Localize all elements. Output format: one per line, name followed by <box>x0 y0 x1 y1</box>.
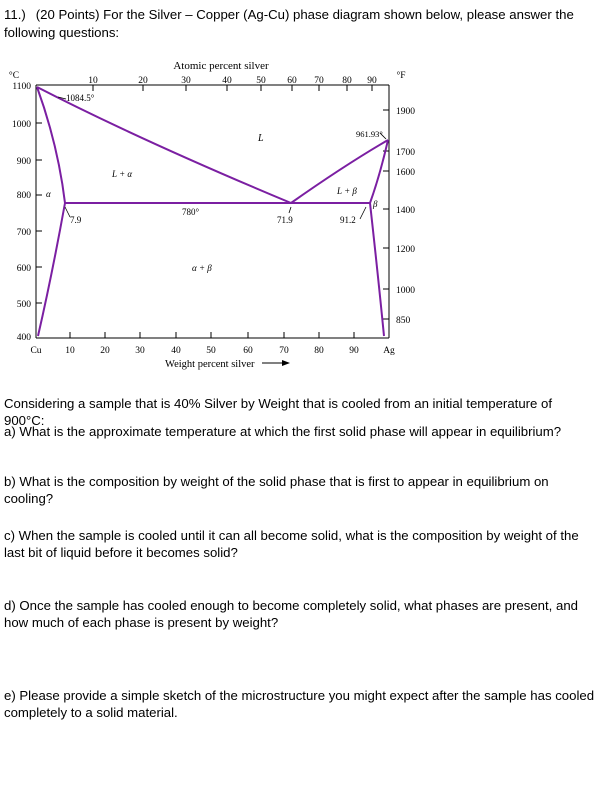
cu-melting-point-label: 1084.5° <box>66 93 95 103</box>
beta-region-label: β <box>373 199 378 209</box>
bottom-left-label: Cu <box>30 346 42 356</box>
question-a: a) What is the approximate temperature at which the first solid phase will appear in equilibrium? <box>4 424 562 439</box>
left-tick-label: 700 <box>16 228 31 238</box>
top-tick-label: 40 <box>222 76 232 86</box>
top-tick-label: 80 <box>342 76 352 86</box>
eutectic-composition-label: 71.9 <box>277 215 293 225</box>
question-header <box>4 6 594 42</box>
top-tick-label: 20 <box>138 76 148 86</box>
question-b: b) What is the composition by weight of the solid phase that is first to appear in equilibrium on cooling? <box>4 474 549 506</box>
left-tick-label: 400 <box>16 333 31 343</box>
top-tick-label: 50 <box>256 76 266 86</box>
top-axis-title: Atomic percent silver <box>173 60 269 72</box>
l-beta-region-label: L + β <box>337 186 357 196</box>
bottom-tick-label: 80 <box>314 346 324 356</box>
top-tick-label: 30 <box>181 76 191 86</box>
alpha-limit-label: 7.9 <box>70 215 82 225</box>
bottom-tick-label: 30 <box>135 346 145 356</box>
alpha-region-label: α <box>46 189 51 199</box>
left-tick-label: 900 <box>16 157 31 167</box>
right-unit: °F <box>396 71 406 81</box>
eutectic-temperature-label: 780° <box>182 207 200 217</box>
top-tick-label: 90 <box>367 76 377 86</box>
left-tick-label: 600 <box>16 264 31 274</box>
bottom-tick-label: 50 <box>206 346 216 356</box>
bottom-axis-title: Weight percent silver <box>165 359 255 370</box>
bottom-tick-label: 60 <box>243 346 253 356</box>
liquid-region-label: L <box>258 133 264 144</box>
arrow-right-icon <box>262 360 290 366</box>
question-e: e) Please provide a simple sketch of the microstructure you might expect after the sample has cooled completely to a solid material. <box>4 688 595 720</box>
phase-diagram <box>0 55 601 370</box>
bottom-tick-label: 40 <box>171 346 181 356</box>
bottom-tick-label: 70 <box>279 346 289 356</box>
ag-melting-point-label: 961.93° <box>356 129 383 139</box>
bottom-tick-label: 10 <box>65 346 75 356</box>
bottom-tick-label: 90 <box>349 346 359 356</box>
question-c: c) When the sample is cooled until it can all become solid, what is the composition by weight of the last bit of liquid before it becomes solid? <box>4 528 579 560</box>
right-tick-label: 850 <box>396 316 411 326</box>
solvus-beta <box>370 203 384 336</box>
left-tick-label: 800 <box>16 191 31 201</box>
right-tick-label: 1600 <box>396 168 415 178</box>
beta-limit-label: 91.2 <box>340 215 356 225</box>
left-tick-label: 500 <box>16 300 31 310</box>
liquidus-cu-side <box>37 87 291 203</box>
bottom-tick-label: 20 <box>100 346 110 356</box>
question-header-text: (20 Points) For the Silver – Copper (Ag-Cu) phase diagram shown below, please answer the following questions: <box>4 7 574 40</box>
bottom-right-label: Ag <box>383 346 395 356</box>
right-tick-label: 1000 <box>396 286 415 296</box>
top-tick-label: 10 <box>88 76 98 86</box>
left-tick-label: 1100 <box>12 82 31 92</box>
scenario-text: Considering a sample that is 40% Silver by Weight that is cooled from an initial temperature of 900°C: <box>4 396 553 428</box>
solidus-alpha <box>37 87 65 203</box>
top-tick-label: 60 <box>287 76 297 86</box>
l-alpha-region-label: L + α <box>112 169 133 179</box>
right-tick-label: 1200 <box>396 245 415 255</box>
solvus-alpha <box>38 203 65 336</box>
question-d: d) Once the sample has cooled enough to become completely solid, what phases are present, and how much of each phase is present by weight? <box>4 598 579 630</box>
top-tick-label: 70 <box>314 76 324 86</box>
question-number: 11.) <box>4 7 26 22</box>
left-unit: °C <box>8 71 20 81</box>
right-tick-label: 1700 <box>396 148 415 158</box>
alpha-beta-region-label: α + β <box>192 263 212 273</box>
right-tick-label: 1900 <box>396 107 415 117</box>
left-tick-label: 1000 <box>12 120 31 130</box>
right-tick-label: 1400 <box>396 206 415 216</box>
